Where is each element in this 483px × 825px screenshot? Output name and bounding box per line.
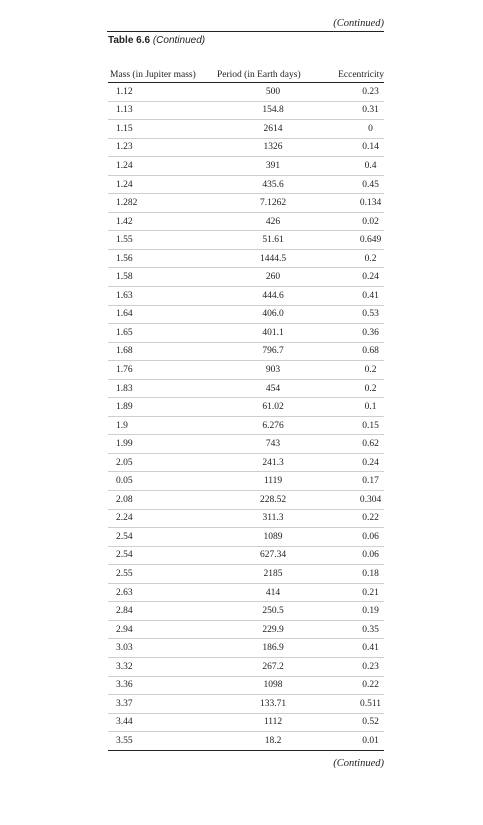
- mass-cell: 1.9: [108, 416, 217, 435]
- eccentricity-cell: 0.14: [329, 138, 384, 157]
- table-row: [108, 361, 384, 380]
- eccentricity-cell: 0.304: [329, 491, 384, 510]
- period-cell: 406.0: [217, 305, 329, 324]
- period-cell: 796.7: [217, 342, 329, 361]
- period-cell: 7.1262: [217, 194, 329, 213]
- mass-cell: 1.24: [108, 175, 217, 194]
- mass-cell: 2.54: [108, 528, 217, 547]
- eccentricity-cell: 0.31: [329, 101, 384, 120]
- table-row: [108, 379, 384, 398]
- mass-cell: 1.13: [108, 101, 217, 120]
- mass-cell: 1.24: [108, 157, 217, 176]
- period-cell: 426: [217, 212, 329, 231]
- eccentricity-cell: 0.01: [329, 732, 384, 751]
- eccentricity-cell: 0.2: [329, 361, 384, 380]
- table-row: [108, 120, 384, 139]
- table-row: [108, 695, 384, 714]
- period-cell: 414: [217, 583, 329, 602]
- table-row: [108, 287, 384, 306]
- table-row: [108, 212, 384, 231]
- mass-cell: 1.83: [108, 379, 217, 398]
- eccentricity-cell: 0.02: [329, 212, 384, 231]
- period-cell: 500: [217, 83, 329, 102]
- table-row: [108, 231, 384, 250]
- period-cell: 133.71: [217, 695, 329, 714]
- table-header-row: [108, 68, 384, 83]
- table-row: [108, 546, 384, 565]
- eccentricity-cell: 0.68: [329, 342, 384, 361]
- eccentricity-cell: 0.511: [329, 695, 384, 714]
- eccentricity-cell: 0.22: [329, 509, 384, 528]
- eccentricity-cell: 0.23: [329, 657, 384, 676]
- continued-note-top: (Continued): [333, 18, 384, 29]
- table-row: [108, 676, 384, 695]
- top-rule: [107, 31, 384, 32]
- eccentricity-cell: 0: [329, 120, 384, 139]
- eccentricity-cell: 0.134: [329, 194, 384, 213]
- eccentricity-cell: 0.53: [329, 305, 384, 324]
- table-row: [108, 101, 384, 120]
- table-row: [108, 138, 384, 157]
- mass-cell: 2.55: [108, 565, 217, 584]
- mass-cell: 1.63: [108, 287, 217, 306]
- mass-cell: 3.55: [108, 732, 217, 751]
- eccentricity-cell: 0.23: [329, 83, 384, 102]
- period-cell: 903: [217, 361, 329, 380]
- period-cell: 627.34: [217, 546, 329, 565]
- table-row: [108, 249, 384, 268]
- period-cell: 454: [217, 379, 329, 398]
- eccentricity-cell: 0.649: [329, 231, 384, 250]
- column-header-mass: Mass (in Jupiter mass): [108, 68, 217, 83]
- mass-cell: 3.44: [108, 713, 217, 732]
- mass-cell: 3.37: [108, 695, 217, 714]
- eccentricity-cell: 0.45: [329, 175, 384, 194]
- mass-cell: 2.05: [108, 453, 217, 472]
- period-cell: 267.2: [217, 657, 329, 676]
- eccentricity-cell: 0.22: [329, 676, 384, 695]
- table-row: [108, 602, 384, 621]
- table-row: [108, 435, 384, 454]
- table-row: [108, 732, 384, 751]
- eccentricity-cell: 0.4: [329, 157, 384, 176]
- mass-cell: 1.282: [108, 194, 217, 213]
- continued-note-bottom: (Continued): [333, 758, 384, 769]
- table-row: [108, 583, 384, 602]
- period-cell: 61.02: [217, 398, 329, 417]
- eccentricity-cell: 0.17: [329, 472, 384, 491]
- period-cell: 401.1: [217, 324, 329, 343]
- mass-cell: 2.63: [108, 583, 217, 602]
- table-body: [108, 83, 384, 751]
- eccentricity-cell: 0.41: [329, 639, 384, 658]
- table-row: [108, 639, 384, 658]
- eccentricity-cell: 0.06: [329, 546, 384, 565]
- period-cell: 2614: [217, 120, 329, 139]
- period-cell: 154.8: [217, 101, 329, 120]
- mass-cell: 1.12: [108, 83, 217, 102]
- table-row: [108, 194, 384, 213]
- table-row: [108, 83, 384, 102]
- period-cell: 311.3: [217, 509, 329, 528]
- mass-cell: 2.08: [108, 491, 217, 510]
- mass-cell: 2.54: [108, 546, 217, 565]
- table-row: [108, 342, 384, 361]
- period-cell: 444.6: [217, 287, 329, 306]
- table-row: [108, 416, 384, 435]
- table-row: [108, 620, 384, 639]
- table-title-suffix: (Continued): [152, 35, 206, 46]
- mass-cell: 1.42: [108, 212, 217, 231]
- eccentricity-cell: 0.1: [329, 398, 384, 417]
- eccentricity-cell: 0.62: [329, 435, 384, 454]
- eccentricity-cell: 0.24: [329, 268, 384, 287]
- eccentricity-cell: 0.19: [329, 602, 384, 621]
- mass-cell: 1.55: [108, 231, 217, 250]
- mass-cell: 0.05: [108, 472, 217, 491]
- period-cell: 1112: [217, 713, 329, 732]
- eccentricity-cell: 0.36: [329, 324, 384, 343]
- period-cell: 391: [217, 157, 329, 176]
- period-cell: 6.276: [217, 416, 329, 435]
- eccentricity-cell: 0.18: [329, 565, 384, 584]
- mass-cell: 2.94: [108, 620, 217, 639]
- period-cell: 260: [217, 268, 329, 287]
- mass-cell: 1.89: [108, 398, 217, 417]
- table-title: [108, 35, 205, 46]
- eccentricity-cell: 0.52: [329, 713, 384, 732]
- period-cell: 241.3: [217, 453, 329, 472]
- eccentricity-cell: 0.35: [329, 620, 384, 639]
- table-row: [108, 305, 384, 324]
- eccentricity-cell: 0.06: [329, 528, 384, 547]
- mass-cell: 2.24: [108, 509, 217, 528]
- period-cell: 18.2: [217, 732, 329, 751]
- table-row: [108, 398, 384, 417]
- period-cell: 228.52: [217, 491, 329, 510]
- period-cell: 186.9: [217, 639, 329, 658]
- table-row: [108, 453, 384, 472]
- table-row: [108, 565, 384, 584]
- eccentricity-cell: 0.21: [329, 583, 384, 602]
- period-cell: 1444.5: [217, 249, 329, 268]
- mass-cell: 1.15: [108, 120, 217, 139]
- eccentricity-cell: 0.24: [329, 453, 384, 472]
- mass-cell: 3.36: [108, 676, 217, 695]
- data-table: [108, 68, 384, 751]
- table-row: [108, 491, 384, 510]
- table-row: [108, 324, 384, 343]
- eccentricity-cell: 0.2: [329, 379, 384, 398]
- table-row: [108, 472, 384, 491]
- mass-cell: 1.76: [108, 361, 217, 380]
- mass-cell: 3.03: [108, 639, 217, 658]
- table-row: [108, 157, 384, 176]
- period-cell: 435.6: [217, 175, 329, 194]
- period-cell: 2185: [217, 565, 329, 584]
- period-cell: 743: [217, 435, 329, 454]
- mass-cell: 1.58: [108, 268, 217, 287]
- table-row: [108, 713, 384, 732]
- table-row: [108, 657, 384, 676]
- period-cell: 1326: [217, 138, 329, 157]
- eccentricity-cell: 0.41: [329, 287, 384, 306]
- mass-cell: 1.23: [108, 138, 217, 157]
- table-row: [108, 528, 384, 547]
- period-cell: 51.61: [217, 231, 329, 250]
- period-cell: 250.5: [217, 602, 329, 621]
- column-header-period: Period (in Earth days): [217, 68, 329, 83]
- period-cell: 1119: [217, 472, 329, 491]
- eccentricity-cell: 0.15: [329, 416, 384, 435]
- mass-cell: 1.99: [108, 435, 217, 454]
- mass-cell: 1.56: [108, 249, 217, 268]
- mass-cell: 1.68: [108, 342, 217, 361]
- column-header-eccentricity: Eccentricity: [329, 68, 384, 83]
- table-row: [108, 509, 384, 528]
- mass-cell: 3.32: [108, 657, 217, 676]
- period-cell: 229.9: [217, 620, 329, 639]
- table-title-label: Table 6.6: [108, 35, 151, 46]
- mass-cell: 1.65: [108, 324, 217, 343]
- table-row: [108, 175, 384, 194]
- period-cell: 1098: [217, 676, 329, 695]
- mass-cell: 1.64: [108, 305, 217, 324]
- period-cell: 1089: [217, 528, 329, 547]
- eccentricity-cell: 0.2: [329, 249, 384, 268]
- table-row: [108, 268, 384, 287]
- mass-cell: 2.84: [108, 602, 217, 621]
